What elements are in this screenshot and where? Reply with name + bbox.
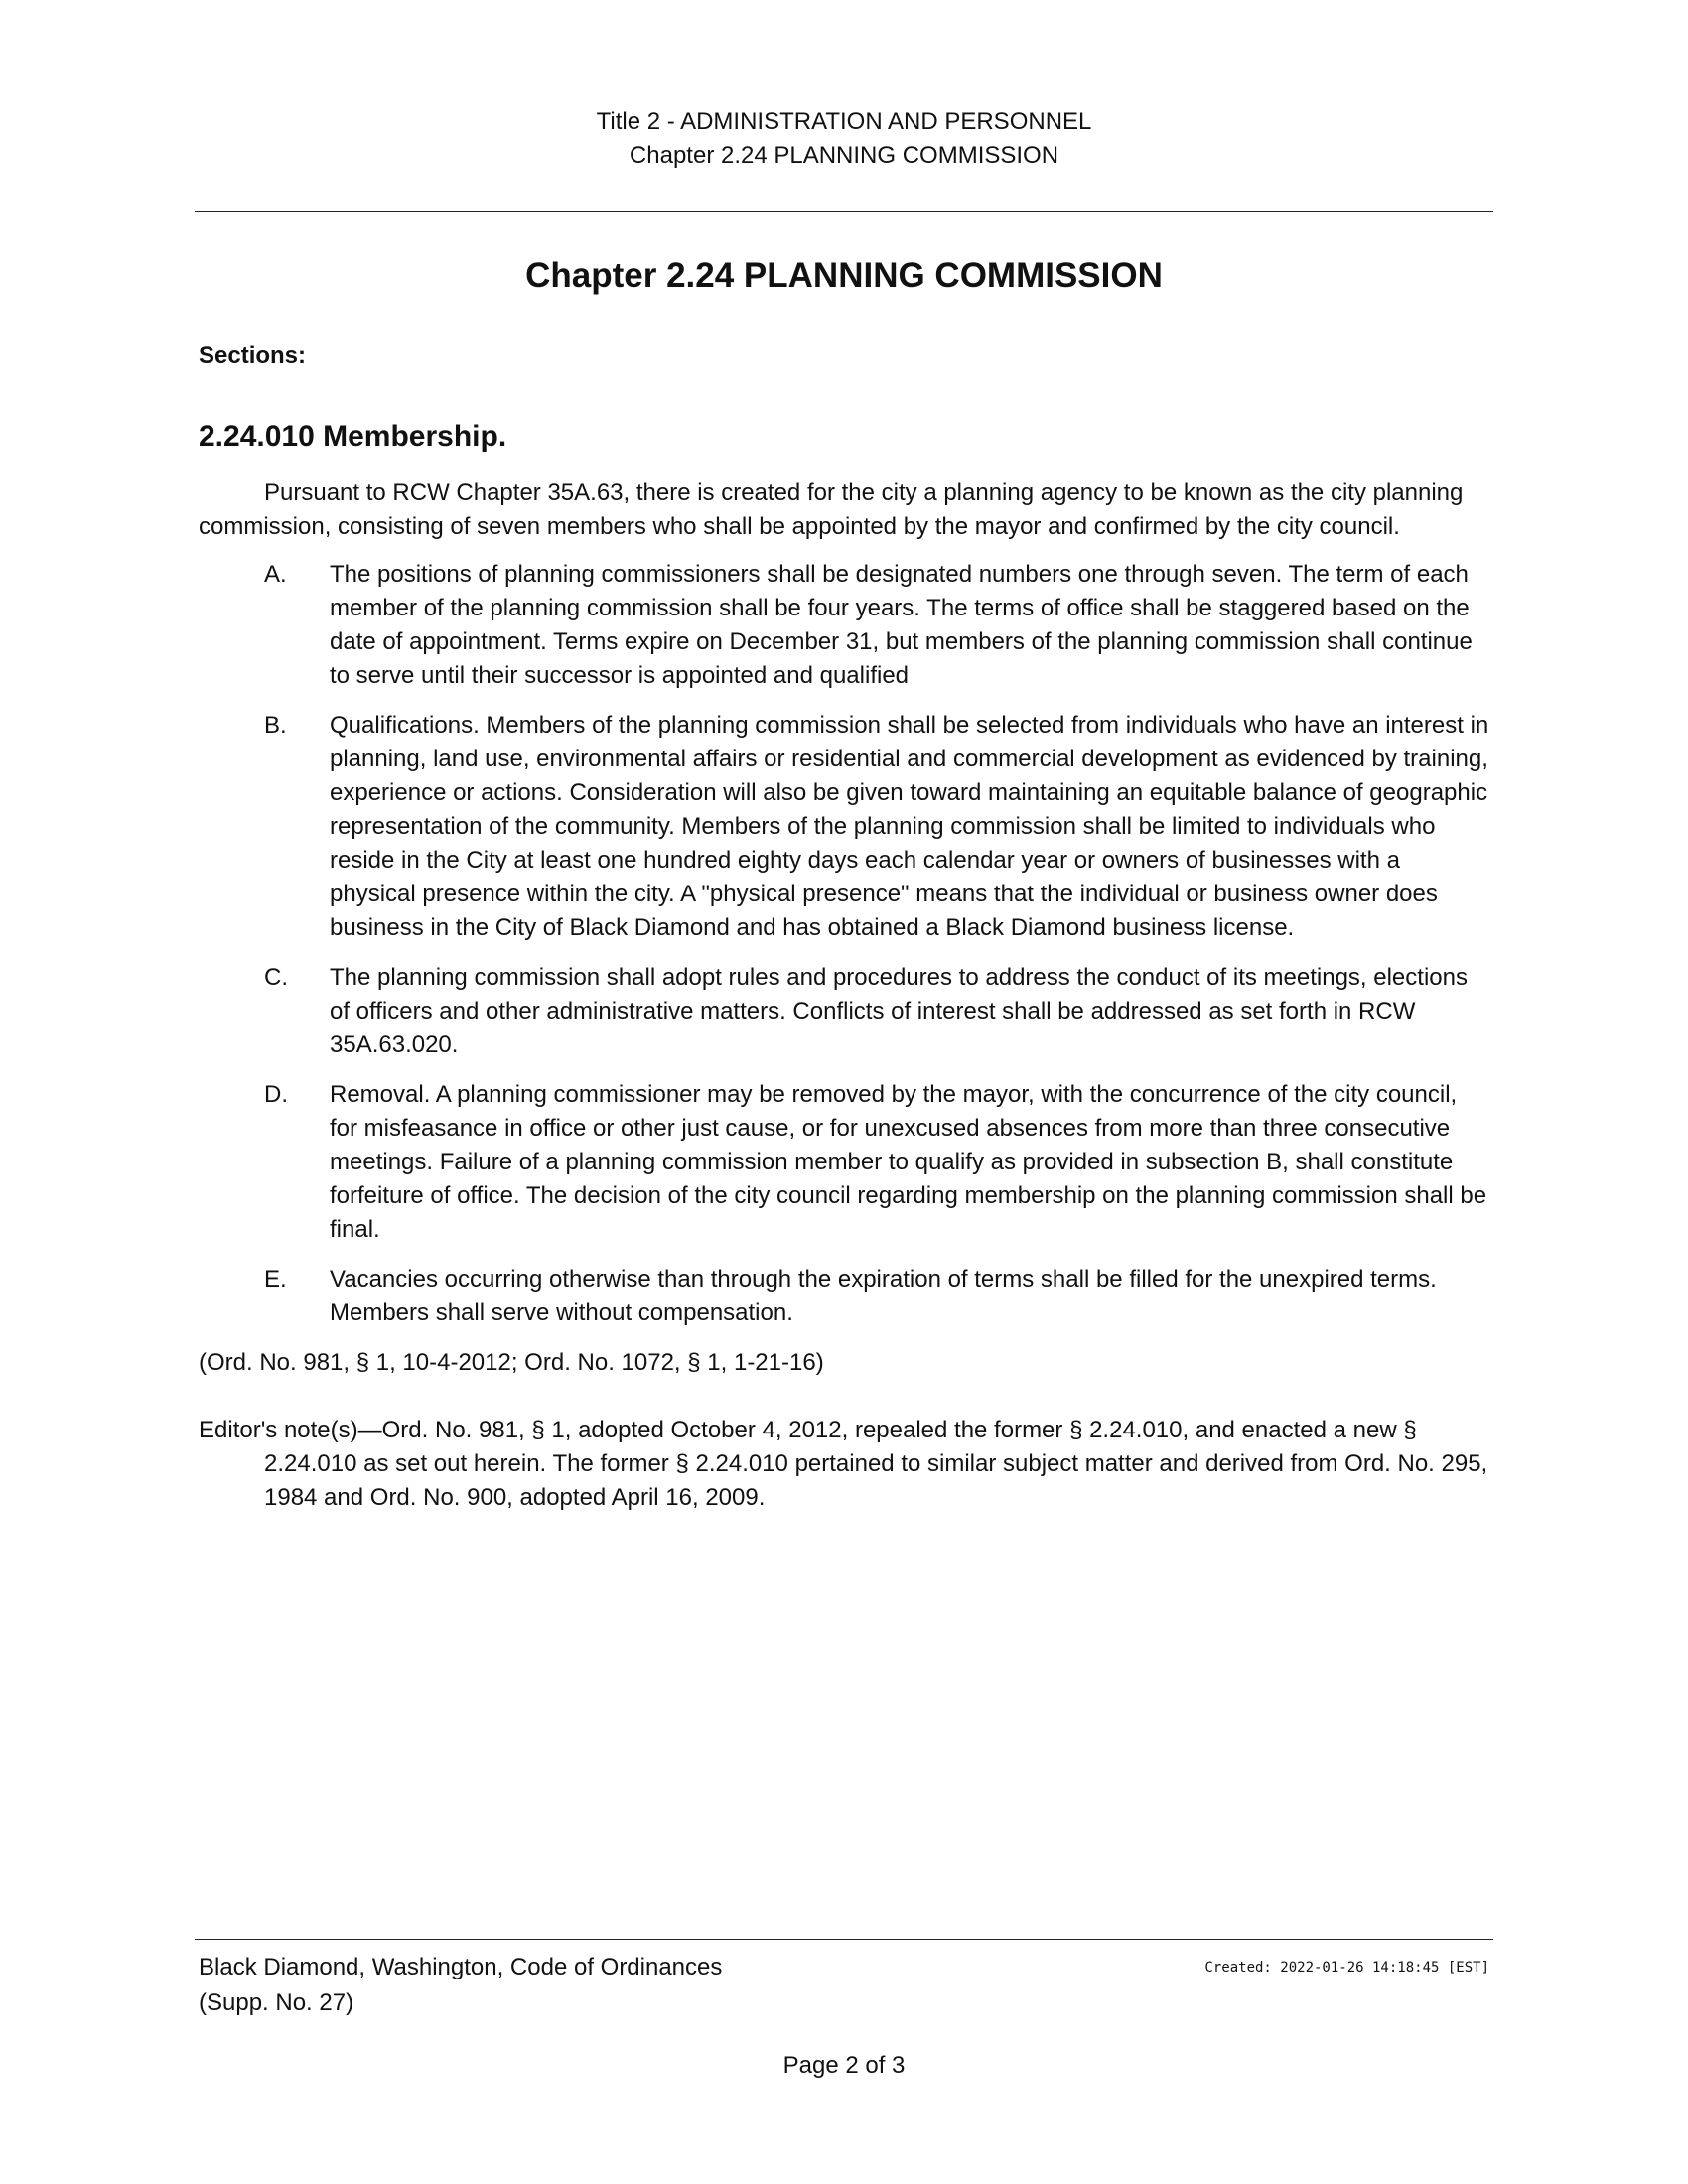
footer-left	[199, 1950, 722, 2021]
list-item-letter: D.	[264, 1081, 288, 1108]
footer-created-timestamp: Created: 2022-01-26 14:18:45 [EST]	[1204, 1960, 1489, 1976]
chapter-title: Chapter 2.24 PLANNING COMMISSION	[525, 256, 1163, 295]
header-chapter-line: Chapter 2.24 PLANNING COMMISSION	[629, 142, 1059, 169]
list-item	[199, 961, 1489, 1062]
section-heading: 2.24.010 Membership.	[199, 420, 507, 453]
sections-label: Sections:	[199, 342, 307, 369]
list-item-letter: A.	[264, 561, 287, 588]
list-item-text: Removal. A planning commissioner may be removed by the mayor, with the concurrence of the city council, for misfeasance in office or other just cause, or for unexcused absences from more than three consecutive meetings. Failure of a planning commission member to qualify as provided in subsection B, shall constitute forfeiture of office. The decision of the city council regarding membership on the planning commission shall be final.	[330, 1081, 1487, 1243]
list-item	[199, 558, 1489, 693]
list-item-text: Qualifications. Members of the planning commission shall be selected from individuals who have an interest in planning, land use, environmental affairs or residential and commercial development as evidenced by training, experience or actions. Consideration will also be given toward maintaining an equitable balance of geographic representation of the community. Members of the planning commission shall be limited to individuals who reside in the City at least one hundred eighty days each calendar year or owners of businesses with a physical presence within the city. A "physical presence" means that the individual or business owner does business in the City of Black Diamond and has obtained a Black Diamond business license.	[330, 712, 1489, 941]
list-item-text: The positions of planning commissioners shall be designated numbers one through seven. The term of each member of the planning commission shall be four years. The terms of office shall be staggered based on the date of appointment. Terms expire on December 31, but members of the planning commission shall continue to serve until their successor is appointed and qualified	[330, 561, 1473, 689]
footer-source: Black Diamond, Washington, Code of Ordinances	[199, 1954, 723, 1980]
editor-note: Editor's note(s)—Ord. No. 981, § 1, adopted October 4, 2012, repealed the former § 2.24.010, and enacted a new § 2.24.010 as set out herein. The former § 2.24.010 pertained to similar subject matter and derived from Ord. No. 295, 1984 and Ord. No. 900, adopted April 16, 2009.	[199, 1417, 1488, 1511]
footer-supplement: (Supp. No. 27)	[199, 1989, 354, 2016]
running-header	[0, 105, 1688, 173]
page-number: Page 2 of 3	[782, 2052, 906, 2079]
list-item	[199, 709, 1489, 945]
list-item	[199, 1078, 1489, 1247]
list-item-letter: E.	[264, 1266, 287, 1293]
header-divider	[195, 211, 1493, 212]
list-item-letter: C.	[264, 964, 288, 991]
intro-paragraph: Pursuant to RCW Chapter 35A.63, there is created for the city a planning agency to be known as the city planning commission, consisting of seven members who shall be appointed by the mayor and confirmed by the city council.	[199, 479, 1464, 540]
list-item-text: Vacancies occurring otherwise than through the expiration of terms shall be filled for the unexpired terms. Members shall serve without compensation.	[330, 1266, 1437, 1326]
ordinance-history: (Ord. No. 981, § 1, 10-4-2012; Ord. No. 1072, § 1, 1-21-16)	[199, 1349, 824, 1376]
section-body	[199, 477, 1489, 1515]
header-title-line: Title 2 - ADMINISTRATION AND PERSONNEL	[596, 108, 1092, 135]
list-item-text: The planning commission shall adopt rules and procedures to address the conduct of its meetings, elections of officers and other administrative matters. Conflicts of interest shall be addressed as set forth in RCW 35A.63.020.	[330, 964, 1468, 1058]
list-item	[199, 1263, 1489, 1330]
list-item-letter: B.	[264, 712, 287, 739]
footer-divider	[195, 1939, 1493, 1940]
